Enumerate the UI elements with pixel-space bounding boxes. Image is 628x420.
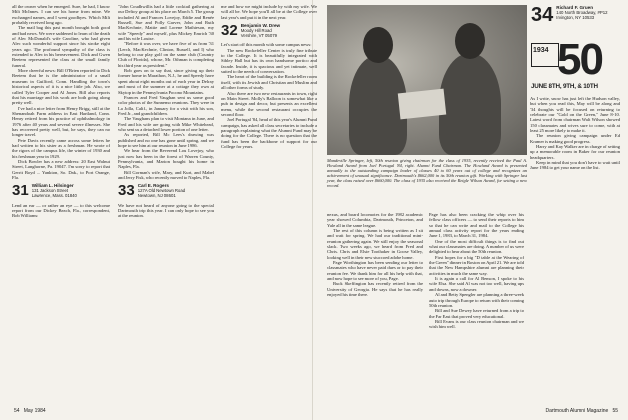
paragraph: "John Coudhwillis had a little cocktail gathering at our Deltoy group at his place on March 5. The group included Al and Frances Lovejoy, Eddie and Renée Russell, Sue and Polly Garver, John and Ruth MacKechnie, Mattie and Lorene Mathieson, my wife "Speedy" and myself, plus Mickey Emrich '30 and his wife Louise. xyxy=(118,4,214,42)
paragraph: Let's start off this month with some campus news: xyxy=(221,42,312,48)
class-secretary: William L. Hilsinger 131 Jackson Street Lawrence, Mass. 01840 xyxy=(31,183,77,198)
photo-head-right xyxy=(455,23,485,59)
class-number: 31 xyxy=(12,182,29,200)
paragraph: The rest of this column is being written as I sit and wait for spring. We had our traditional mini-reunion gathering again. We still enjoy the seasonal slack. Two weeks ago, we heard from Fred and Chris. Chris and Elsie Toothaker in Goose Valley, looking well in their new stuccoed adobe home. xyxy=(327,228,423,260)
reunion-photo xyxy=(327,5,527,155)
paragraph: me and how we might include by with my wife. We will all be. We hope you'll all be at the College over last year's and put it in the next year. xyxy=(221,4,317,20)
paragraph: "Before it was over, we have five of us from '31 (Lerch, MacKechnie, Clinton, Russell, and I) who belong to our play golf on the same club (Country Club of Florida), whose, Mr. Othman is completing his third year as president." xyxy=(118,41,214,68)
paragraph: Page has also been cracking the whip over his fellow class officers — to send their reports to him so that he can write and mail to the College his annual class activity report for the years ending June 1, 1983, to March 31, 1984. xyxy=(429,212,524,239)
paragraph: The reunion giving campaign under Ed Kramer is making good progress. xyxy=(530,133,620,144)
paragraph: As I write, snow has just left the Hudson valley, but when you read this, May will be along and '34 thoughts will be focused on returning to celebrate our "Gold on the Green," June 8-10. Latest word from chairman Walt Wilson showed 150 classmates and wives sure to come, with at least 25 more likely to make it. xyxy=(530,96,620,134)
class-header-34 xyxy=(531,6,608,24)
paragraph: Keep in mind that you don't have to wait until June 1984 to get your name on the list. xyxy=(530,160,620,171)
class-number: 32 xyxy=(221,22,238,40)
footer-left xyxy=(14,408,46,414)
photo-figure-right xyxy=(439,53,501,155)
paragraph: Dick Bowler has a new address: 20 East Walnut Street, Langhorne, Pa. 19047. I'm sorry to report that Gerrit Boyd ... Yankton, So. Dak., to Port Orange, Fla. xyxy=(12,158,110,180)
paragraph: The mail bag this past month brought both good and bad news. We were saddened to learn of the death of Alec McDonald's wife Caroline, who had given Alec such wonderful support since his stroke eight years ago. The profound sympathy of the class is extended to Alec in his bereavement. Dick and Gwen Beetem represented the class at the small family funeral. xyxy=(12,25,110,68)
paragraph: Lend an ear — or rather an eye — to this welcome report from our Dickey Beach, Fla., correspondent, Bob Williams: xyxy=(12,202,110,219)
paragraph: I've had a nice letter from Henry Brigg, still at the Shenandoah Farm address in East Hartland, Conn. Henry retired from his practice of ophthalmology in 1976 after 40 years and several severe illnesses. She has recovered pretty well, but, he says, they can no longer travel. xyxy=(12,105,110,138)
fiftieth-reunion-emblem xyxy=(531,35,623,84)
column-5 xyxy=(429,212,524,407)
paragraph: The heart of the building is the Rockefeller room itself, with its Jewish and Christian and Muslim and all other forms of study. xyxy=(221,74,317,91)
column-2 xyxy=(118,4,214,408)
photo-caption: Mandeville Springer, left, 50th reunion giving chairman for the class of 1935, recently received the Paul A. Howland Award from Joel Portugal '84, right. Alumni Fund Chairman. The Howland Award is presented annually to the outstanding campaign leader of classes 40 to 60 years out of college and recognizes an achievement of unusual significance. Dartmouth's $662,000 in its 50th reunion gift. Working with Springer last year, the class raised over $660,000. The class of 1935 also received the Reigle Wilson Award, for setting a new record. xyxy=(327,158,527,189)
paragraph: We hear from the Reverend Lou Lovejoy, who just now has been in the forest of Warren County, Pennsylvania, and Marion bought his home in Naples, Fla. xyxy=(118,148,214,170)
paragraph: Al and Betty Spengler are planning a three-week auto trip through Europe to return with their coming 50th reunion. xyxy=(429,292,524,308)
class-header-31 xyxy=(12,184,110,198)
photo-award-plaque xyxy=(398,89,446,120)
issue-date: May 1984 xyxy=(23,408,46,414)
paragraph: Page Worthington has been sending our letter to classmates who have never paid dues or to pay their reunion fee. We thank him for all his help with that, and now hope to see more of you, Page. xyxy=(327,260,423,282)
paragraph: Pete Davis recently came across some letters he had written to his sister as a freshman. He wrote of the rigors of the campus life, the winter of 1930 and his freshman year in 1929. xyxy=(12,137,110,159)
paragraph: Joel Portugal '84, head of this year's Alumni Fund campaign, has asked all class secretaries to include a paragraph explaining what the Alumni Fund may be doing for the College. There is no question that the fund has been the backbone of support for our College for years. xyxy=(221,117,317,149)
publication-name: Dartmouth Alumni Magazine xyxy=(545,408,609,414)
paragraph: Bill Gorman's wife, Mary, and Kurt, and Mabel and Jerry Fisk, who recently moved to Naples, Fla. xyxy=(118,169,214,180)
paragraph: Bill Evans is our class reunion chairman and we wish him well. xyxy=(429,318,524,330)
class-secretary: Carl E. Rogers 127A Old Newtown Road Newtown, NJ 08601 xyxy=(137,183,186,198)
paragraph: Buck Skeffington has recently retired from the University of Georgia. He says that he has really enjoyed his time there. xyxy=(327,281,423,298)
class-secretary: Benjamin W. Drew Moody Hill Road Vershire, VT 05079 xyxy=(240,23,281,38)
column-3 xyxy=(221,4,317,408)
class-number: 33 xyxy=(118,182,135,200)
paragraph: First hopes for a big "D table at the Wearing of the Green" dinner in Boston on April 21. We are told that the New Hampshire alumni are planning their activities in much the same way. xyxy=(429,254,524,276)
folio: 54 xyxy=(14,408,20,414)
column-4 xyxy=(327,212,423,407)
class-secretary: Richard F. Gruen 140 North Broadway, #P12 Irvington, NY 10533 xyxy=(556,5,608,20)
reunion-dates: JUNE 8TH, 9TH, & 10TH xyxy=(531,83,598,90)
footer-right xyxy=(545,408,618,414)
emblem-fifty: 50 xyxy=(557,35,602,84)
class-header-32 xyxy=(221,24,317,38)
paragraph: Also there are two new restaurants in town, right on Main Street. Molly's Balloon is somewhat like a pub in design and decor, but presents an excellent menu, while the second restaurant occupies the second floor. xyxy=(221,90,317,117)
paragraph: More cheerful news: Bill O'Brien reported to Dick Beetem that he is the administrator of a small museum in Guilford, Conn. Handling the town's historical aspects of it is a nice little job. Also, we called Tyler Cooper and Al Jones. Bill also reports that his marriage and his work are both going along pretty well. xyxy=(12,68,110,106)
class-number: 34 xyxy=(531,4,554,26)
paragraph: One of the most difficult things is to find out what our classmates are doing. A number of us were delighted to hear about the 50th reunion. xyxy=(429,238,524,255)
paragraph: The new Rockefeller Center is truly fine tribute to the College. It is beautifully integrated with Sibley Hall but has its own handsome portico and facade. Inside, it is spacious and yet intimate, well suited to the needs of conversation. xyxy=(221,47,317,75)
folio: 55 xyxy=(612,408,618,414)
paragraph: We have not heard of anyone going to the special Dartmouth trip this year. I can only hope to see you at the reunion. xyxy=(118,202,214,219)
paragraph: It is again a call for Al Benson, I spoke to his wife Elsa. She said Al was not too well, having ups and downs, now a downer. xyxy=(429,276,524,292)
paragraph: The Vaughans plan to visit Montana in June, and Fred and his wife are going with Mike Whitehead, who sent us a detached lower portion of one letter. xyxy=(118,116,214,132)
paragraph: all the owner when he emerged. Sure, he had, I know Milt McInnes. I can see his home from mine. We exchanged names, and I went goodbyes. Which Milt probably received long ago. xyxy=(12,4,110,26)
class-header-33 xyxy=(118,184,214,198)
paragraph: Bill and Sue Dewey have returned from a trip to the Far East that proved very educational. xyxy=(429,308,524,319)
paragraph: nexus, and board locomotes for the 1982 academic year showed Columbia, Dartmouth, Princeton, and Yale all in the same league. xyxy=(327,212,423,228)
emblem-year: 1934 xyxy=(533,47,549,54)
column-6 xyxy=(530,96,620,407)
paragraph: Frances and Fred Vaughan sent us some good color photos of the Sunnemo reunions. They were in La Jolla, Calif., in January for a visit with his son, Fred Jr., and grandchildren. xyxy=(118,94,214,116)
paragraph: As reported, Bill Mc Lees's drawing was published and no one has gone until spring, and we hope to see him at our reunion in June 1986. xyxy=(118,132,214,148)
photo-head-left xyxy=(363,27,393,63)
paragraph: Harry and Kay Walker are in charge of setting up a memorable room in Baker for our reunion headquarters. xyxy=(530,144,620,160)
paragraph: Bob goes on to say that, since giving up their former home in Marathon, N.J., he and Speedy have spent about eight months out of each year in Delray and most of the summer at a cottage they own at Skytop in the Pennsylvania Pocono Mountains. xyxy=(118,68,214,95)
column-1 xyxy=(12,4,110,408)
